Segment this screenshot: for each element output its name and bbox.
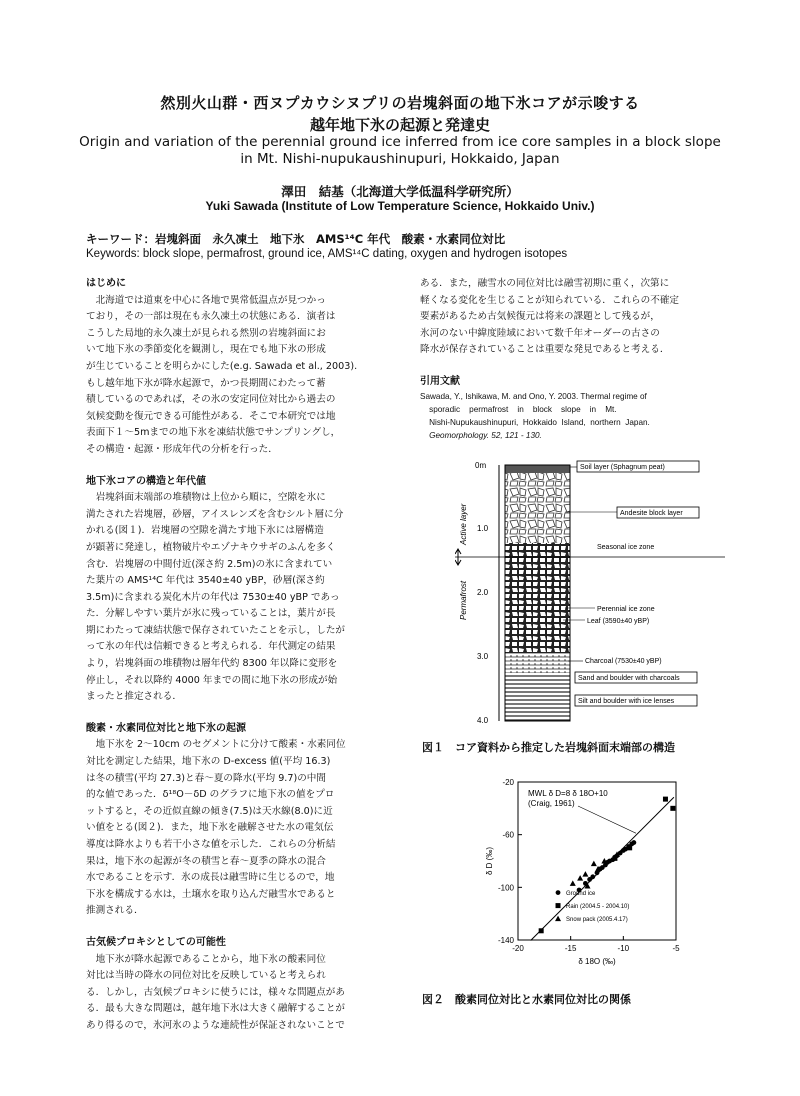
- figure2-isotope-chart: [466, 772, 716, 982]
- ground-ice-point: [631, 840, 636, 845]
- body-text-line: 積しているのであれば，その氷の安定同位対比から過去の: [86, 394, 336, 406]
- label-leaf: Leaf (3590±40 yBP): [587, 618, 650, 625]
- body-text-line: 岩塊斜面末端部の堆積物は上位から順に，空隙を氷に: [86, 492, 326, 504]
- body-text-line: 軽くなる変化を生じることが知られている．これらの不確定: [420, 294, 680, 306]
- body-text-line: 推測される．: [86, 905, 144, 917]
- body-text-line: 水であることを示す．氷の成長は融雪時に生じるので，地: [86, 872, 335, 884]
- depth-tick-0: 0m: [475, 461, 487, 470]
- legend-marker-snow: [555, 916, 561, 922]
- keywords-jp: キーワード：岩塊斜面 永久凍土 地下氷 AMS¹⁴C 年代 酸素・水素同位対比: [86, 232, 506, 246]
- y-axis-label: δ D (‰): [485, 846, 494, 876]
- label-perennial: Perennial ice zone: [597, 606, 655, 613]
- body-text-line: 気候変動を復元できる可能性がある．そこで本研究では地: [86, 410, 336, 422]
- right-column: [420, 276, 740, 359]
- label-andesite: Andesite block layer: [620, 510, 683, 517]
- depth-tick-1: 1.0: [477, 524, 489, 533]
- body-text-line: かれる(図１)．岩塊層の空隙を満たす地下氷には層構造: [86, 525, 324, 537]
- body-text-line: 含む．岩塊層の中間付近(深さ約 2.5m)の氷に含まれてい: [86, 558, 333, 570]
- layer-labels: [563, 461, 699, 706]
- section-heading: 酸素・水素同位対比と地下氷の起源: [86, 722, 246, 734]
- snow-point: [591, 861, 597, 867]
- depth-ticks: [475, 461, 489, 725]
- rain-point: [539, 928, 544, 933]
- body-text-line: た葉片の AMS¹⁴C 年代は 3540±40 yBP，砂層(深さ約: [86, 575, 325, 587]
- snow-point: [577, 875, 583, 881]
- body-text-line: は冬の積雪(平均 27.3)と春～夏の降水(平均 9.7)の中間: [86, 772, 326, 784]
- references-heading: 引用文献: [420, 376, 460, 387]
- rain-point: [627, 845, 632, 850]
- depth-tick-4: 4.0: [477, 716, 489, 725]
- section-heading: 地下氷コアの構造と年代値: [86, 475, 206, 487]
- label-soil: Soil layer (Sphagnum peat): [580, 464, 665, 471]
- depth-tick-2: 2.0: [477, 588, 489, 597]
- reference-line: Nishi-Nupukaushinupuri, Hokkaido Island, northern Japan.: [420, 418, 650, 427]
- active-layer-label: Active layer: [459, 503, 468, 545]
- mwl-annotation: MWL δ D=8 δ 18O+10: [528, 789, 608, 798]
- body-text-line: 満たされた岩塊層，砂層，アイスレンズを含むシルト層に分: [86, 508, 344, 520]
- legend-marker-ground-ice: [556, 890, 561, 895]
- legend-label: Snow pack (2005.4.17): [566, 917, 628, 924]
- body-text-line: 的な値であった．δ¹⁸O－δD のグラフに地下氷の値をプロ: [86, 789, 335, 801]
- title-jp-line2: 越年地下氷の起源と発達史: [309, 116, 490, 134]
- body-text-line: 対比を測定した結果，地下氷の D-excess 値(平均 16.3): [86, 756, 331, 768]
- body-text-line: 下氷を構成する水は，土壌水を取り込んだ融雪水であると: [86, 888, 336, 900]
- y-tick-label: -100: [497, 883, 514, 893]
- body-text-line: 停止し，それ以降約 4000 年までの間に地下氷の形成が始: [86, 674, 338, 686]
- body-text-line: 地下氷を 2～10cm のセグメントに分けて酸素・水素同位: [86, 739, 346, 751]
- body-text-line: る．最も大きな問題は，越年地下氷は大きく融解することが: [86, 1003, 346, 1015]
- legend-marker-rain: [556, 903, 561, 908]
- legend-label: Rain (2004.5 - 2004.10): [566, 904, 630, 911]
- body-text-line: もし越年地下氷が降水起源で，かつ長期間にわたって蓄: [86, 377, 326, 389]
- body-text-line: が顕著に発達し，植物破片やエゾナキウサギのふんを多く: [86, 541, 336, 553]
- figure1-caption: 図１ コア資料から推定した岩塊斜面末端部の構造: [422, 741, 675, 754]
- body-text-line: 北海道では道東を中心に各地で異常低温点が見つかっ: [86, 294, 326, 306]
- body-text-line: い値をとる(図２)．また，地下氷を融解させた水の電気伝: [86, 822, 334, 834]
- mwl-annotation: (Craig, 1961): [528, 799, 575, 808]
- figure2-caption: 図２ 酸素同位対比と水素同位対比の関係: [422, 993, 631, 1006]
- x-tick-label: -10: [617, 944, 630, 953]
- rain-point: [663, 797, 668, 802]
- body-text-line: 対比は当時の降水の同位対比を反映していると考えられ: [86, 970, 326, 982]
- y-tick-label: -140: [497, 936, 514, 945]
- body-text-line: ある．また，融雪水の同位対比は融雪初期に重く，次第に: [420, 278, 670, 289]
- permafrost-label: Permafrost: [459, 580, 468, 620]
- legend-label: Ground ice: [566, 891, 596, 898]
- reference-line: sporadic permafrost in block slope in Mt.: [420, 405, 617, 414]
- reference-line: Sawada, Y., Ishikawa, M. and Ono, Y. 2003. Thermal regime of: [420, 392, 647, 401]
- title-en-line1: Origin and variation of the perennial ground ice inferred from ice core samples in a block slope: [79, 134, 721, 150]
- author-en: Yuki Sawada (Institute of Low Temperature Science, Hokkaido Univ.): [205, 199, 595, 213]
- body-text-line: る．しかし，古気候プロキシに使うには，様々な問題点があ: [86, 986, 345, 998]
- keywords-en: Keywords: block slope, permafrost, ground ice, AMS¹⁴C dating, oxygen and hydrogen isotopes: [86, 248, 568, 260]
- x-tick-label: -20: [512, 944, 524, 953]
- body-text-line: 表面下１～5mまでの地下氷を凍結状態でサンプリングし，: [86, 427, 341, 439]
- references: [420, 390, 730, 442]
- body-text-line: 果は，地下氷の起源が冬の積雪と春～夏季の降水の混合: [86, 855, 326, 867]
- label-seasonal: Seasonal ice zone: [597, 544, 655, 551]
- x-axis-label: δ 18O (‰): [578, 957, 616, 966]
- body-text-line: 要素があるため古気候復元は将来の課題として残るが，: [420, 311, 660, 323]
- annotation-leader: [578, 806, 636, 833]
- body-text-line: 地下氷が降水起源であることから，地下氷の酸素同位: [86, 953, 326, 965]
- body-text-line: 期にわたって凍結状態で保存されていたことを示し，したが: [86, 624, 346, 636]
- y-tick-label: -20: [502, 778, 514, 787]
- body-text-line: ットすると，その近似直線の傾き(7.5)は天水線(8.0)に近: [86, 805, 333, 817]
- body-text-line: た．分解しやすい葉片が氷に残っていることは，葉片が長: [86, 608, 336, 620]
- section-heading: 古気候プロキシとしての可能性: [86, 936, 226, 948]
- snow-point: [582, 871, 588, 877]
- body-text-line: その構造・起源・形成年代の分析を行った．: [86, 443, 278, 455]
- figure1-core-diagram: [455, 455, 735, 725]
- author-jp: 澤田 結基（北海道大学低温科学研究所）: [281, 184, 519, 199]
- title-en-line2: in Mt. Nishi-nupukaushinupuri, Hokkaido, Japan: [240, 151, 560, 167]
- x-tick-label: -5: [672, 944, 680, 953]
- label-charcoal: Charcoal (7530±40 yBP): [585, 658, 662, 665]
- body-text-line: こうした局地的永久凍土が見られる然別の岩塊斜面にお: [86, 327, 326, 339]
- depth-tick-3: 3.0: [477, 652, 489, 661]
- snow-point: [570, 880, 576, 886]
- body-text-line: いて地下氷の季節変化を観測し，現在でも地下氷の形成: [86, 344, 326, 356]
- body-text-line: 3.5m)に含まれる炭化木片の年代は 7530±40 yBP であっ: [86, 591, 340, 603]
- body-text-line: が生じていることを明らかにした(e.g. Sawada et al., 2003).: [86, 360, 358, 372]
- section-heading: はじめに: [86, 278, 126, 289]
- reference-line: Geomorphology. 52, 121 - 130.: [420, 431, 542, 440]
- body-text-line: まったと推定される．: [86, 691, 182, 703]
- body-text-line: 氷河のない中緯度陸域において数千年オーダーの古さの: [420, 327, 660, 339]
- body-text-line: って氷の年代は信頼できると考えられる．年代測定の結果: [86, 641, 336, 653]
- y-tick-label: -60: [502, 830, 514, 840]
- core-column: [505, 465, 570, 721]
- label-silt: Silt and boulder with ice lenses: [578, 698, 675, 705]
- body-text-line: より，岩塊斜面の堆積物は層年代約 8300 年以降に変形を: [86, 658, 338, 670]
- left-column: [86, 276, 401, 1035]
- rain-point: [670, 806, 675, 811]
- body-text-line: 導度は降水よりも若干小さな値を示した．これらの分析結: [86, 839, 336, 850]
- body-text-line: あり得るので，氷河氷のような連続性が保証されないことで: [86, 1019, 345, 1031]
- title-en: [60, 134, 740, 168]
- ground-ice-point: [590, 874, 595, 879]
- body-text-line: 降水が保存されていることは重要な発見であると考える．: [420, 344, 670, 356]
- label-sand: Sand and boulder with charcoals: [578, 675, 680, 682]
- title-jp-line1: 然別火山群・西ヌプカウシヌプリの岩塊斜面の地下氷コアが示唆する: [160, 94, 640, 112]
- body-text-line: ており，その一部は現在も永久凍土の状態にある．演者は: [86, 311, 336, 323]
- x-tick-label: -15: [564, 944, 577, 953]
